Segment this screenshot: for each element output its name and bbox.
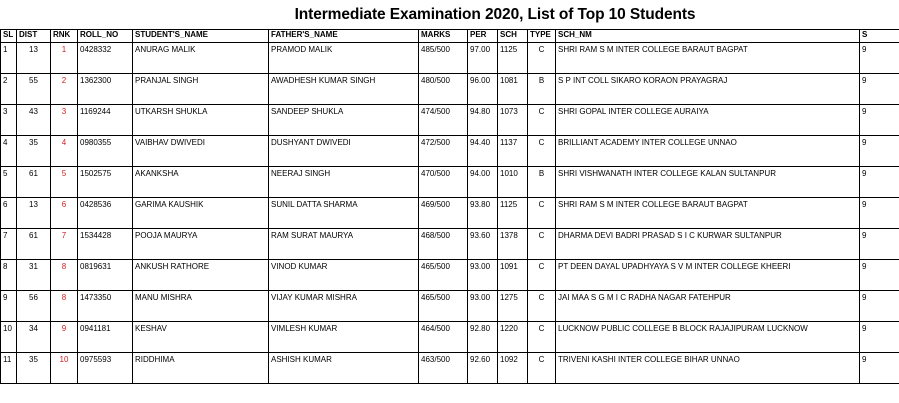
cell-father-name: NEERAJ SINGH xyxy=(269,167,419,198)
cell-extra: 9 xyxy=(860,74,899,105)
cell-dist: 13 xyxy=(17,198,51,229)
cell-sch-nm: BRILLIANT ACADEMY INTER COLLEGE UNNAO xyxy=(556,136,860,167)
cell-sch: 1125 xyxy=(498,43,528,74)
cell-roll-no: 0819631 xyxy=(78,260,133,291)
cell-dist: 35 xyxy=(17,136,51,167)
header-rnk: RNK xyxy=(51,30,78,43)
table-row xyxy=(1,198,899,229)
cell-rnk: 2 xyxy=(51,74,78,105)
header-sl: SL xyxy=(1,30,17,43)
cell-sch: 1073 xyxy=(498,105,528,136)
table-row xyxy=(1,105,899,136)
cell-dist: 35 xyxy=(17,353,51,384)
cell-father-name: AWADHESH KUMAR SINGH xyxy=(269,74,419,105)
cell-father-name: SUNIL DATTA SHARMA xyxy=(269,198,419,229)
cell-type: C xyxy=(528,353,556,384)
cell-marks: 469/500 xyxy=(419,198,468,229)
table-row xyxy=(1,291,899,322)
table-row xyxy=(1,260,899,291)
cell-father-name: DUSHYANT DWIVEDI xyxy=(269,136,419,167)
cell-roll-no: 0941181 xyxy=(78,322,133,353)
cell-marks: 472/500 xyxy=(419,136,468,167)
cell-per: 93.00 xyxy=(468,291,498,322)
table-row xyxy=(1,167,899,198)
cell-sl: 10 xyxy=(1,322,17,353)
cell-student-name: VAIBHAV DWIVEDI xyxy=(133,136,269,167)
cell-rnk: 3 xyxy=(51,105,78,136)
cell-sl: 6 xyxy=(1,198,17,229)
cell-dist: 43 xyxy=(17,105,51,136)
cell-extra: 9 xyxy=(860,291,899,322)
header-marks: MARKS xyxy=(419,30,468,43)
cell-per: 92.80 xyxy=(468,322,498,353)
cell-dist: 55 xyxy=(17,74,51,105)
cell-extra: 9 xyxy=(860,229,899,260)
cell-marks: 485/500 xyxy=(419,43,468,74)
cell-per: 94.40 xyxy=(468,136,498,167)
cell-dist: 61 xyxy=(17,167,51,198)
header-roll-no: ROLL_NO xyxy=(78,30,133,43)
cell-marks: 470/500 xyxy=(419,167,468,198)
cell-type: C xyxy=(528,260,556,291)
cell-type: C xyxy=(528,198,556,229)
cell-student-name: AKANKSHA xyxy=(133,167,269,198)
cell-sch-nm: S P INT COLL SIKARO KORAON PRAYAGRAJ xyxy=(556,74,860,105)
cell-dist: 61 xyxy=(17,229,51,260)
cell-roll-no: 0428536 xyxy=(78,198,133,229)
cell-roll-no: 0428332 xyxy=(78,43,133,74)
cell-extra: 9 xyxy=(860,322,899,353)
cell-type: C xyxy=(528,136,556,167)
cell-sl: 9 xyxy=(1,291,17,322)
cell-type: C xyxy=(528,291,556,322)
cell-type: C xyxy=(528,43,556,74)
cell-sl: 3 xyxy=(1,105,17,136)
cell-type: B xyxy=(528,167,556,198)
cell-rnk: 9 xyxy=(51,322,78,353)
cell-sch-nm: PT DEEN DAYAL UPADHYAYA S V M INTER COLLEGE KHEERI xyxy=(556,260,860,291)
cell-rnk: 4 xyxy=(51,136,78,167)
cell-per: 93.60 xyxy=(468,229,498,260)
cell-father-name: RAM SURAT MAURYA xyxy=(269,229,419,260)
cell-sch: 1092 xyxy=(498,353,528,384)
header-type: TYPE xyxy=(528,30,556,43)
cell-student-name: RIDDHIMA xyxy=(133,353,269,384)
cell-dist: 34 xyxy=(17,322,51,353)
header-extra: S xyxy=(860,30,899,43)
cell-rnk: 8 xyxy=(51,260,78,291)
cell-extra: 9 xyxy=(860,43,899,74)
header-sch: SCH xyxy=(498,30,528,43)
cell-extra: 9 xyxy=(860,105,899,136)
cell-marks: 464/500 xyxy=(419,322,468,353)
header-per: PER xyxy=(468,30,498,43)
cell-roll-no: 1362300 xyxy=(78,74,133,105)
cell-student-name: KESHAV xyxy=(133,322,269,353)
cell-marks: 480/500 xyxy=(419,74,468,105)
cell-father-name: PRAMOD MALIK xyxy=(269,43,419,74)
table-row xyxy=(1,43,899,74)
cell-sch-nm: DHARMA DEVI BADRI PRASAD S I C KURWAR SULTANPUR xyxy=(556,229,860,260)
cell-sch: 1275 xyxy=(498,291,528,322)
cell-sl: 8 xyxy=(1,260,17,291)
cell-student-name: GARIMA KAUSHIK xyxy=(133,198,269,229)
cell-sch-nm: SHRI RAM S M INTER COLLEGE BARAUT BAGPAT xyxy=(556,198,860,229)
cell-marks: 468/500 xyxy=(419,229,468,260)
cell-sch: 1220 xyxy=(498,322,528,353)
header-father-name: FATHER'S_NAME xyxy=(269,30,419,43)
cell-father-name: VIMLESH KUMAR xyxy=(269,322,419,353)
cell-rnk: 10 xyxy=(51,353,78,384)
table-row xyxy=(1,74,899,105)
cell-rnk: 7 xyxy=(51,229,78,260)
cell-sch-nm: JAI MAA S G M I C RADHA NAGAR FATEHPUR xyxy=(556,291,860,322)
cell-sch-nm: SHRI VISHWANATH INTER COLLEGE KALAN SULTANPUR xyxy=(556,167,860,198)
cell-type: B xyxy=(528,74,556,105)
cell-per: 97.00 xyxy=(468,43,498,74)
cell-per: 96.00 xyxy=(468,74,498,105)
cell-extra: 9 xyxy=(860,260,899,291)
cell-marks: 463/500 xyxy=(419,353,468,384)
cell-extra: 9 xyxy=(860,136,899,167)
cell-sl: 11 xyxy=(1,353,17,384)
cell-extra: 9 xyxy=(860,198,899,229)
cell-sch: 1081 xyxy=(498,74,528,105)
cell-father-name: VINOD KUMAR xyxy=(269,260,419,291)
cell-rnk: 8 xyxy=(51,291,78,322)
cell-rnk: 1 xyxy=(51,43,78,74)
cell-per: 93.80 xyxy=(468,198,498,229)
table-row xyxy=(1,229,899,260)
header-dist: DIST xyxy=(17,30,51,43)
cell-father-name: ASHISH KUMAR xyxy=(269,353,419,384)
cell-father-name: VIJAY KUMAR MISHRA xyxy=(269,291,419,322)
cell-roll-no: 1534428 xyxy=(78,229,133,260)
header-sch-nm: SCH_NM xyxy=(556,30,860,43)
cell-sl: 1 xyxy=(1,43,17,74)
cell-sch: 1378 xyxy=(498,229,528,260)
cell-sch: 1091 xyxy=(498,260,528,291)
cell-student-name: ANKUSH RATHORE xyxy=(133,260,269,291)
cell-student-name: MANU MISHRA xyxy=(133,291,269,322)
cell-sch: 1137 xyxy=(498,136,528,167)
cell-type: C xyxy=(528,322,556,353)
cell-student-name: POOJA MAURYA xyxy=(133,229,269,260)
cell-sl: 7 xyxy=(1,229,17,260)
cell-rnk: 5 xyxy=(51,167,78,198)
cell-sch-nm: TRIVENI KASHI INTER COLLEGE BIHAR UNNAO xyxy=(556,353,860,384)
cell-roll-no: 1169244 xyxy=(78,105,133,136)
cell-rnk: 6 xyxy=(51,198,78,229)
results-table xyxy=(0,29,899,384)
cell-type: C xyxy=(528,229,556,260)
cell-per: 93.00 xyxy=(468,260,498,291)
table-row xyxy=(1,322,899,353)
cell-sl: 2 xyxy=(1,74,17,105)
cell-per: 94.80 xyxy=(468,105,498,136)
cell-dist: 31 xyxy=(17,260,51,291)
cell-student-name: PRANJAL SINGH xyxy=(133,74,269,105)
cell-sch: 1010 xyxy=(498,167,528,198)
cell-student-name: UTKARSH SHUKLA xyxy=(133,105,269,136)
cell-marks: 474/500 xyxy=(419,105,468,136)
cell-sch-nm: SHRI GOPAL INTER COLLEGE AURAIYA xyxy=(556,105,860,136)
cell-extra: 9 xyxy=(860,353,899,384)
cell-extra: 9 xyxy=(860,167,899,198)
cell-marks: 465/500 xyxy=(419,291,468,322)
cell-sl: 5 xyxy=(1,167,17,198)
cell-sch-nm: LUCKNOW PUBLIC COLLEGE B BLOCK RAJAJIPURAM LUCKNOW xyxy=(556,322,860,353)
cell-per: 94.00 xyxy=(468,167,498,198)
header-row xyxy=(1,30,899,43)
table-row xyxy=(1,353,899,384)
cell-roll-no: 1502575 xyxy=(78,167,133,198)
table-row xyxy=(1,136,899,167)
cell-sch: 1125 xyxy=(498,198,528,229)
cell-per: 92.60 xyxy=(468,353,498,384)
cell-dist: 13 xyxy=(17,43,51,74)
cell-father-name: SANDEEP SHUKLA xyxy=(269,105,419,136)
cell-marks: 465/500 xyxy=(419,260,468,291)
cell-roll-no: 1473350 xyxy=(78,291,133,322)
cell-sch-nm: SHRI RAM S M INTER COLLEGE BARAUT BAGPAT xyxy=(556,43,860,74)
cell-roll-no: 0975593 xyxy=(78,353,133,384)
cell-dist: 56 xyxy=(17,291,51,322)
cell-roll-no: 0980355 xyxy=(78,136,133,167)
cell-type: C xyxy=(528,105,556,136)
cell-student-name: ANURAG MALIK xyxy=(133,43,269,74)
cell-sl: 4 xyxy=(1,136,17,167)
page-title: Intermediate Examination 2020, List of Top 10 Students xyxy=(294,6,696,23)
header-student-name: STUDENT'S_NAME xyxy=(133,30,269,43)
